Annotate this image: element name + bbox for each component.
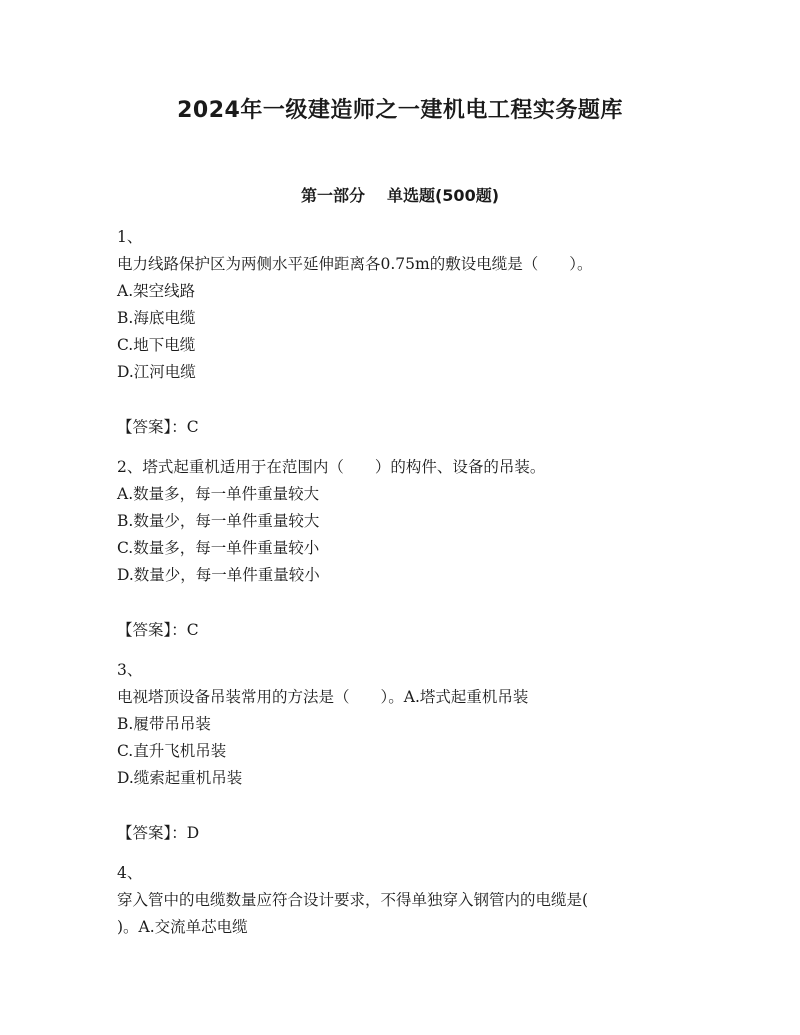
question-1-option-c: C.地下电缆 — [117, 336, 196, 354]
question-1-option-a: A.架空线路 — [117, 282, 196, 300]
question-1-option-b: B.海底电缆 — [117, 309, 196, 327]
section-part: 第一部分 — [300, 186, 365, 205]
section-heading — [0, 183, 800, 206]
question-1-stem: 电力线路保护区为两侧水平延伸距离各0.75m的敷设电缆是（ ）。 — [117, 255, 593, 273]
page-title: 2024年一级建造师之一建机电工程实务题库 — [177, 98, 623, 123]
question-2-answer: 【答案】：C — [117, 621, 199, 639]
question-4-stem-continued: )。A.交流单芯电缆 — [117, 918, 248, 936]
question-2-option-c: C.数量多，每一单件重量较小 — [117, 539, 320, 557]
question-3-option-b: B.履带吊吊装 — [117, 715, 211, 733]
question-1-number: 1、 — [117, 228, 143, 246]
question-3-number: 3、 — [117, 661, 143, 679]
question-3-option-c: C.直升飞机吊装 — [117, 742, 227, 760]
question-4-stem: 穿入管中的电缆数量应符合设计要求，不得单独穿入钢管内的电缆是( — [117, 891, 589, 909]
question-1-option-d: D.江河电缆 — [117, 363, 196, 381]
question-4-number: 4、 — [117, 864, 143, 882]
question-2-stem: 2、塔式起重机适用于在范围内（ ）的构件、设备的吊装。 — [117, 458, 546, 476]
question-1-answer: 【答案】：C — [117, 418, 199, 436]
question-2-option-b: B.数量少，每一单件重量较大 — [117, 512, 320, 530]
section-name: 单选题(500题) — [386, 186, 500, 205]
question-2-option-d: D.数量少，每一单件重量较小 — [117, 566, 320, 584]
question-2-option-a: A.数量多，每一单件重量较大 — [117, 485, 320, 503]
question-3-answer: 【答案】：D — [117, 824, 200, 842]
question-3-option-d: D.缆索起重机吊装 — [117, 769, 243, 787]
question-3-stem: 电视塔顶设备吊装常用的方法是（ ）。A.塔式起重机吊装 — [117, 688, 529, 706]
